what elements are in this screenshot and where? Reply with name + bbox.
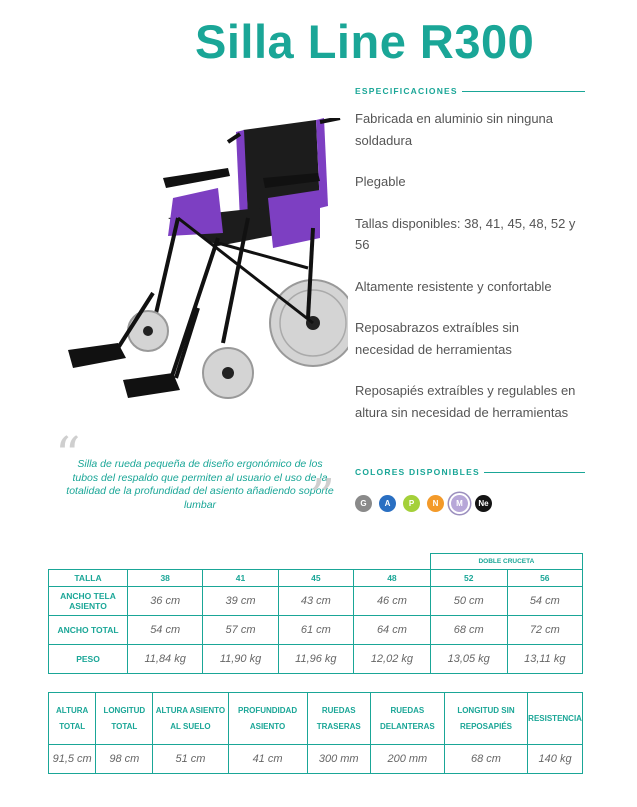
table-cell: 72 cm <box>507 616 582 645</box>
table-cell: 54 cm <box>128 616 203 645</box>
dimension-header: LONGITUD SIN REPOSAPIÉS <box>444 693 527 745</box>
spec-item: Tallas disponibles: 38, 41, 45, 48, 52 y 56 <box>355 215 576 252</box>
group-header-double-cross: DOBLE CRUCETA <box>430 554 582 570</box>
specifications-list <box>355 108 580 423</box>
table-cell: 39 cm <box>203 587 278 616</box>
color-swatches <box>355 495 492 512</box>
spec-item: Reposapiés extraíbles y regulables en altura sin necesidad de herramientas <box>355 383 576 420</box>
table-cell: 13,11 kg <box>507 645 582 674</box>
size-header: 41 <box>203 570 278 587</box>
table-cell: 43 cm <box>278 587 353 616</box>
divider <box>484 472 585 473</box>
table-cell: 51 cm <box>153 745 228 774</box>
table-cell: 91,5 cm <box>49 745 96 774</box>
table-cell: 57 cm <box>203 616 278 645</box>
table-cell: 200 mm <box>370 745 444 774</box>
size-header: 38 <box>128 570 203 587</box>
spec-item: Reposabrazos extraíbles sin necesidad de herramientas <box>355 320 520 357</box>
size-header: 45 <box>278 570 353 587</box>
table-cell: 64 cm <box>354 616 431 645</box>
quote-text: Silla de rueda pequeña de diseño ergonómico de los tubos del respaldo que permiten al usuario el uso de la totalidad de la profundidad del asiento añadiendo soporte lumbar <box>66 458 334 511</box>
table-cell: 46 cm <box>354 587 431 616</box>
quote-block <box>55 426 335 526</box>
table-row <box>49 645 583 674</box>
specifications-heading <box>355 86 585 96</box>
table-cell: 36 cm <box>128 587 203 616</box>
table-cell: 54 cm <box>507 587 582 616</box>
table-cell: 68 cm <box>430 616 507 645</box>
dimension-header: RUEDAS TRASERAS <box>307 693 370 745</box>
dimension-header: LONGITUD TOTAL <box>96 693 153 745</box>
table-cell: 68 cm <box>444 745 527 774</box>
table-cell: 300 mm <box>307 745 370 774</box>
table-cell: 50 cm <box>430 587 507 616</box>
table-cell: 11,84 kg <box>128 645 203 674</box>
color-swatch-mauve: M <box>451 495 468 512</box>
dimension-header: RESISTENCIA <box>528 693 583 745</box>
open-quote-icon: “ <box>55 426 81 484</box>
dimension-header: ALTURA TOTAL <box>49 693 96 745</box>
wheelchair-image <box>58 118 348 418</box>
dimensions-table <box>48 692 583 774</box>
size-header: 48 <box>354 570 431 587</box>
table-cell: 11,96 kg <box>278 645 353 674</box>
divider <box>462 91 585 92</box>
size-header-label: TALLA <box>49 570 128 587</box>
color-swatch-orange: N <box>427 495 444 512</box>
colors-heading <box>355 467 585 477</box>
row-label: ANCHO TELA ASIENTO <box>49 587 128 616</box>
colors-heading-label: COLORES DISPONIBLES <box>355 467 480 477</box>
row-label: ANCHO TOTAL <box>49 616 128 645</box>
size-header: 56 <box>507 570 582 587</box>
spec-item: Fabricada en aluminio sin ninguna soldadura <box>355 111 554 148</box>
table-cell: 12,02 kg <box>354 645 431 674</box>
spec-item: Plegable <box>355 174 406 189</box>
color-swatch-blue: A <box>379 495 396 512</box>
dimension-header: RUEDAS DELANTERAS <box>370 693 444 745</box>
table-row <box>49 616 583 645</box>
dimension-header: ALTURA ASIENTO AL SUELO <box>153 693 228 745</box>
table-cell: 41 cm <box>228 745 307 774</box>
spec-item: Altamente resistente y confortable <box>355 278 552 294</box>
color-swatch-green: P <box>403 495 420 512</box>
color-swatch-gray: G <box>355 495 372 512</box>
sizes-table <box>48 553 583 674</box>
specifications-heading-label: ESPECIFICACIONES <box>355 86 458 96</box>
close-quote-icon: ” <box>309 468 335 526</box>
size-header: 52 <box>430 570 507 587</box>
page-title: Silla Line R300 <box>195 15 535 68</box>
table-cell: 98 cm <box>96 745 153 774</box>
table-cell: 11,90 kg <box>203 645 278 674</box>
color-swatch-black: Ne <box>475 495 492 512</box>
table-cell: 140 kg <box>528 745 583 774</box>
table-row <box>49 745 583 774</box>
table-cell: 13,05 kg <box>430 645 507 674</box>
table-row <box>49 587 583 616</box>
table-cell: 61 cm <box>278 616 353 645</box>
dimension-header: PROFUNDIDAD ASIENTO <box>228 693 307 745</box>
row-label: PESO <box>49 645 128 674</box>
